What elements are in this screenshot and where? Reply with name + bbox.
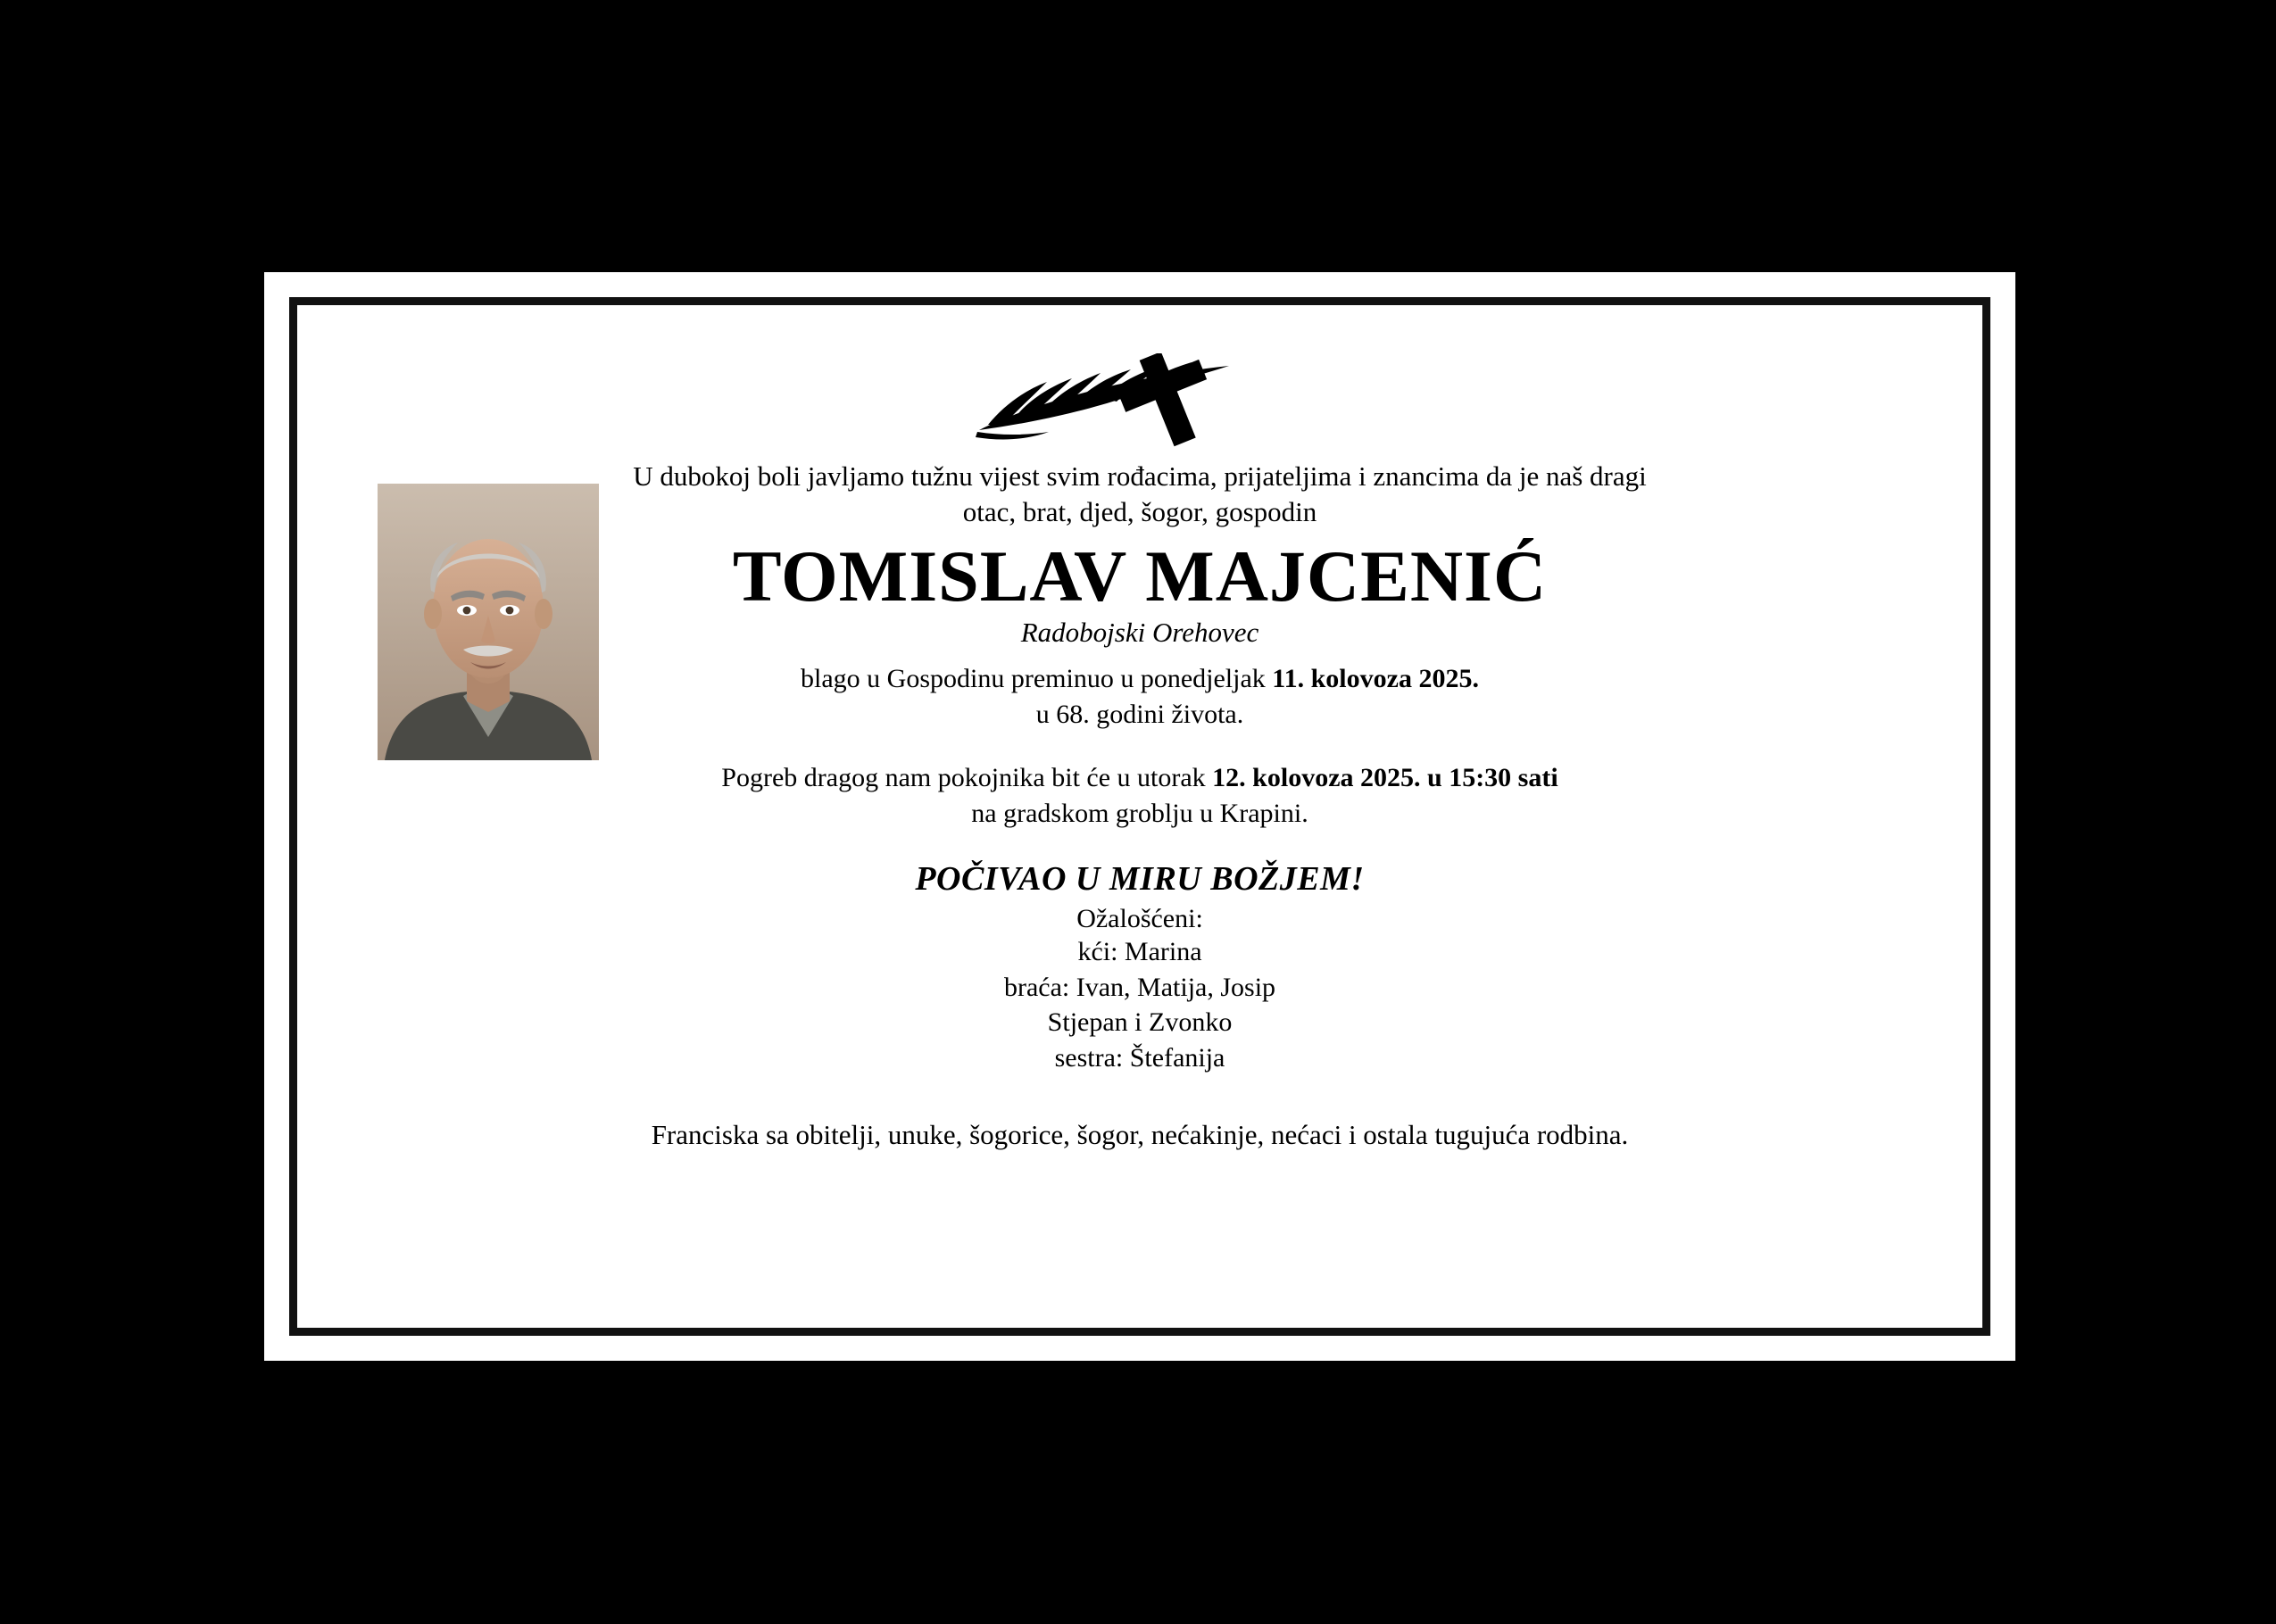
portrait-photo	[378, 484, 599, 760]
funeral-line-prefix: Pogreb dragog nam pokojnika bit će u utorak	[721, 762, 1213, 792]
obituary-card-border	[289, 297, 1990, 1336]
mourner-item: kći: Marina	[1077, 936, 1202, 966]
closing-text: Franciska sa obitelji, unuke, šogorice, šogor, nećakinje, nećaci i ostala tugujuća rodbina.	[651, 1119, 1629, 1151]
lead-line-2: otac, brat, djed, šogor, gospodin	[962, 496, 1317, 528]
lead-line-1: U dubokoj boli javljamo tužnu vijest svim rođacima, prijateljima i znancima da je naš dragi	[633, 460, 1647, 492]
funeral-datetime: 12. kolovoza 2025. u 15:30 sati	[1212, 762, 1558, 792]
rest-in-peace-text: POČIVAO U MIRU BOŽJEM!	[915, 859, 1365, 898]
deceased-name: TOMISLAV MAJCENIĆ	[732, 534, 1548, 617]
deceased-origin: Radobojski Orehovec	[1020, 616, 1259, 648]
mourner-item: Stjepan i Zvonko	[1047, 1007, 1233, 1038]
mourners-title: Ožalošćeni:	[1076, 903, 1203, 933]
cross-and-palm-branch-icon	[961, 353, 1318, 452]
obituary-card	[264, 272, 2015, 1361]
mourner-item: sestra: Štefanija	[1054, 1043, 1225, 1073]
death-date: 11. kolovoza 2025.	[1272, 663, 1479, 693]
death-age-line: u 68. godini života.	[1035, 700, 1244, 730]
funeral-location: na gradskom groblju u Krapini.	[971, 799, 1308, 829]
funeral-announcement	[360, 760, 1920, 833]
obituary-content	[297, 305, 1982, 1328]
portrait-image	[378, 484, 599, 760]
mourner-item: braća: Ivan, Matija, Josip	[1003, 972, 1276, 1002]
death-line-prefix: blago u Gospodinu preminuo u ponedjeljak	[801, 663, 1273, 693]
